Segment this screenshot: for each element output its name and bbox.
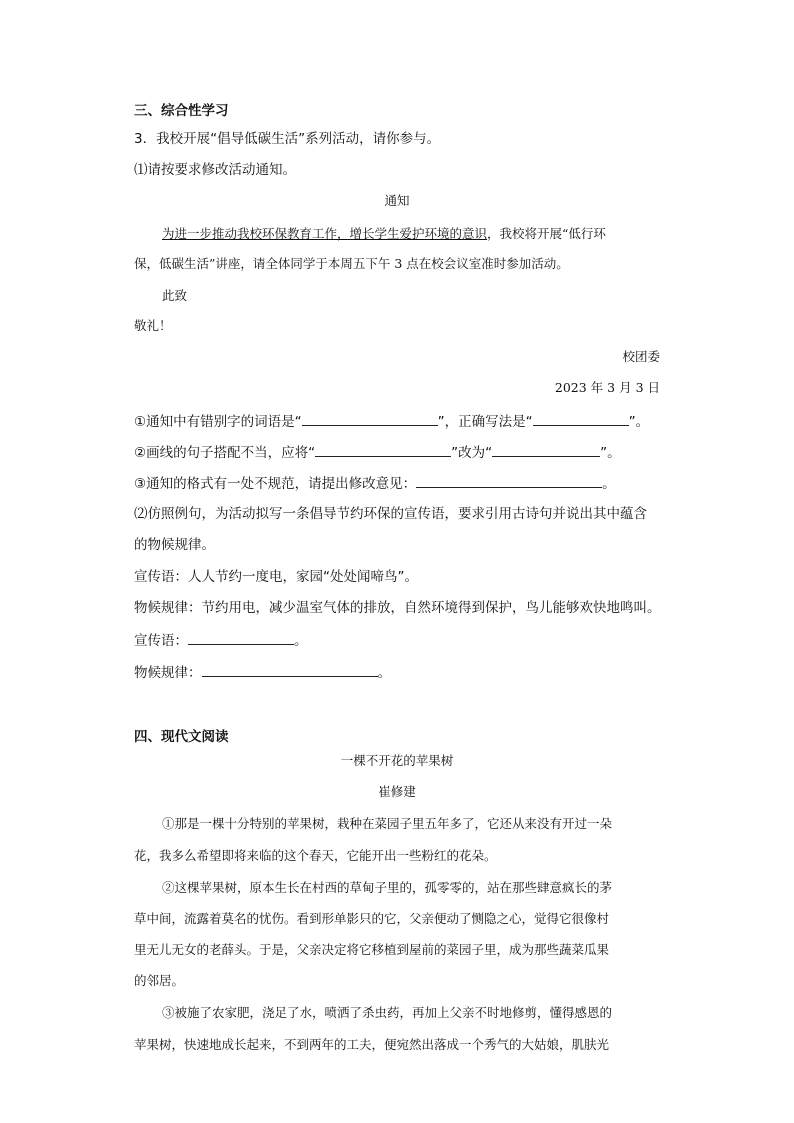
item-1-text-c: ”。 xyxy=(628,414,650,430)
answer-blank-slogan[interactable] xyxy=(188,630,294,645)
example-rule: 物候规律：节约用电，减少温室气体的排放，自然环境得到保护，鸟儿能够欢快地鸣叫。 xyxy=(134,600,661,616)
item-1-text-b: ”，正确写法是“ xyxy=(437,414,533,430)
underlined-sentence: 为进一步推动我校环保教育工作，增长学生爱护环境的意识 xyxy=(162,226,488,241)
answer-blank-correct-word[interactable] xyxy=(533,411,629,426)
paragraph-2-line-1: ②这棵苹果树，原本生长在村西的草甸子里的，孤零零的，站在那些肆意疯长的茅 xyxy=(162,880,613,895)
item-2 xyxy=(134,442,621,462)
article-author: 崔修建 xyxy=(378,784,416,799)
paragraph-2-line-4: 的邻居。 xyxy=(134,973,185,988)
item-3 xyxy=(134,473,616,493)
notice-closing-1: 此致 xyxy=(162,288,188,303)
notice-title: 通知 xyxy=(384,193,410,208)
item-1-text-a: ①通知中有错别字的词语是“ xyxy=(134,414,302,430)
answer-blank-format[interactable] xyxy=(416,473,602,488)
answer-slogan-end: 。 xyxy=(294,633,308,649)
item-3-text-a: ③通知的格式有一处不规范，请提出修改意见： xyxy=(134,476,417,492)
answer-rule xyxy=(134,662,391,682)
answer-blank-original[interactable] xyxy=(315,442,451,457)
question-3-stem: 3．我校开展“倡导低碳生活”系列活动，请你参与。 xyxy=(134,131,441,147)
answer-blank-rule[interactable] xyxy=(202,662,378,677)
answer-blank-wrong-word[interactable] xyxy=(302,411,438,426)
answer-slogan xyxy=(134,630,308,650)
answer-rule-label: 物候规律： xyxy=(134,665,202,681)
item-1 xyxy=(134,411,649,431)
paragraph-1-line-2: 花，我多么希望即将来临的这个春天，它能开出一些粉红的花朵。 xyxy=(134,848,497,863)
notice-body-line-1 xyxy=(162,225,606,243)
notice-signer: 校团委 xyxy=(622,349,660,364)
section-heading: 三、综合性学习 xyxy=(134,103,229,119)
article-title: 一棵不开花的苹果树 xyxy=(340,753,454,768)
notice-body-line-2: 保，低碳生活”讲座，请全体同学于本周五下午 3 点在校会议室准时参加活动。 xyxy=(134,256,569,271)
notice-date: 2023 年 3 月 3 日 xyxy=(554,380,660,395)
item-2-text-a: ②画线的句子搭配不当，应将“ xyxy=(134,445,316,461)
paragraph-2-line-3: 里无儿无女的老薛头。于是，父亲决定将它移植到屋前的菜园子里，成为那些蔬菜瓜果 xyxy=(134,942,610,957)
paragraph-2-line-2: 草中间，流露着莫名的忧伤。看到形单影只的它，父亲便动了恻隐之心，觉得它很像村 xyxy=(134,911,610,926)
example-slogan: 宣传语：人人节约一度电，家园“处处闻啼鸟”。 xyxy=(134,569,418,585)
paragraph-1-line-1: ①那是一棵十分特别的苹果树，栽种在菜园子里五年多了，它还从来没有开过一朵 xyxy=(162,816,613,831)
item-3-text-b: 。 xyxy=(602,476,616,492)
answer-slogan-label: 宣传语： xyxy=(134,633,188,649)
item-2-text-b: ”改为“ xyxy=(451,445,493,461)
notice-closing-2: 敬礼！ xyxy=(134,318,172,333)
sub-question-2-line-1: ⑵仿照例句，为活动拟写一条倡导节约环保的宣传语，要求引用古诗句并说出其中蕴含 xyxy=(134,506,647,522)
paragraph-3-line-1: ③被施了农家肥，浇足了水，喷洒了杀虫药，再加上父亲不时地修剪，懂得感恩的 xyxy=(162,1005,613,1020)
sub-question-2-line-2: 的物候规律。 xyxy=(134,537,215,553)
notice-body-rest: ，我校将开展“低行环 xyxy=(487,226,606,241)
answer-rule-end: 。 xyxy=(377,665,391,681)
paragraph-3-line-2: 苹果树，快速地成长起来，不到两年的工夫，便宛然出落成一个秀气的大姑娘，肌肤光 xyxy=(134,1037,610,1052)
sub-question-1: ⑴请按要求修改活动通知。 xyxy=(134,162,296,178)
item-2-text-c: ”。 xyxy=(600,445,621,461)
section-heading: 四、现代文阅读 xyxy=(134,729,229,745)
answer-blank-revised[interactable] xyxy=(492,442,600,457)
